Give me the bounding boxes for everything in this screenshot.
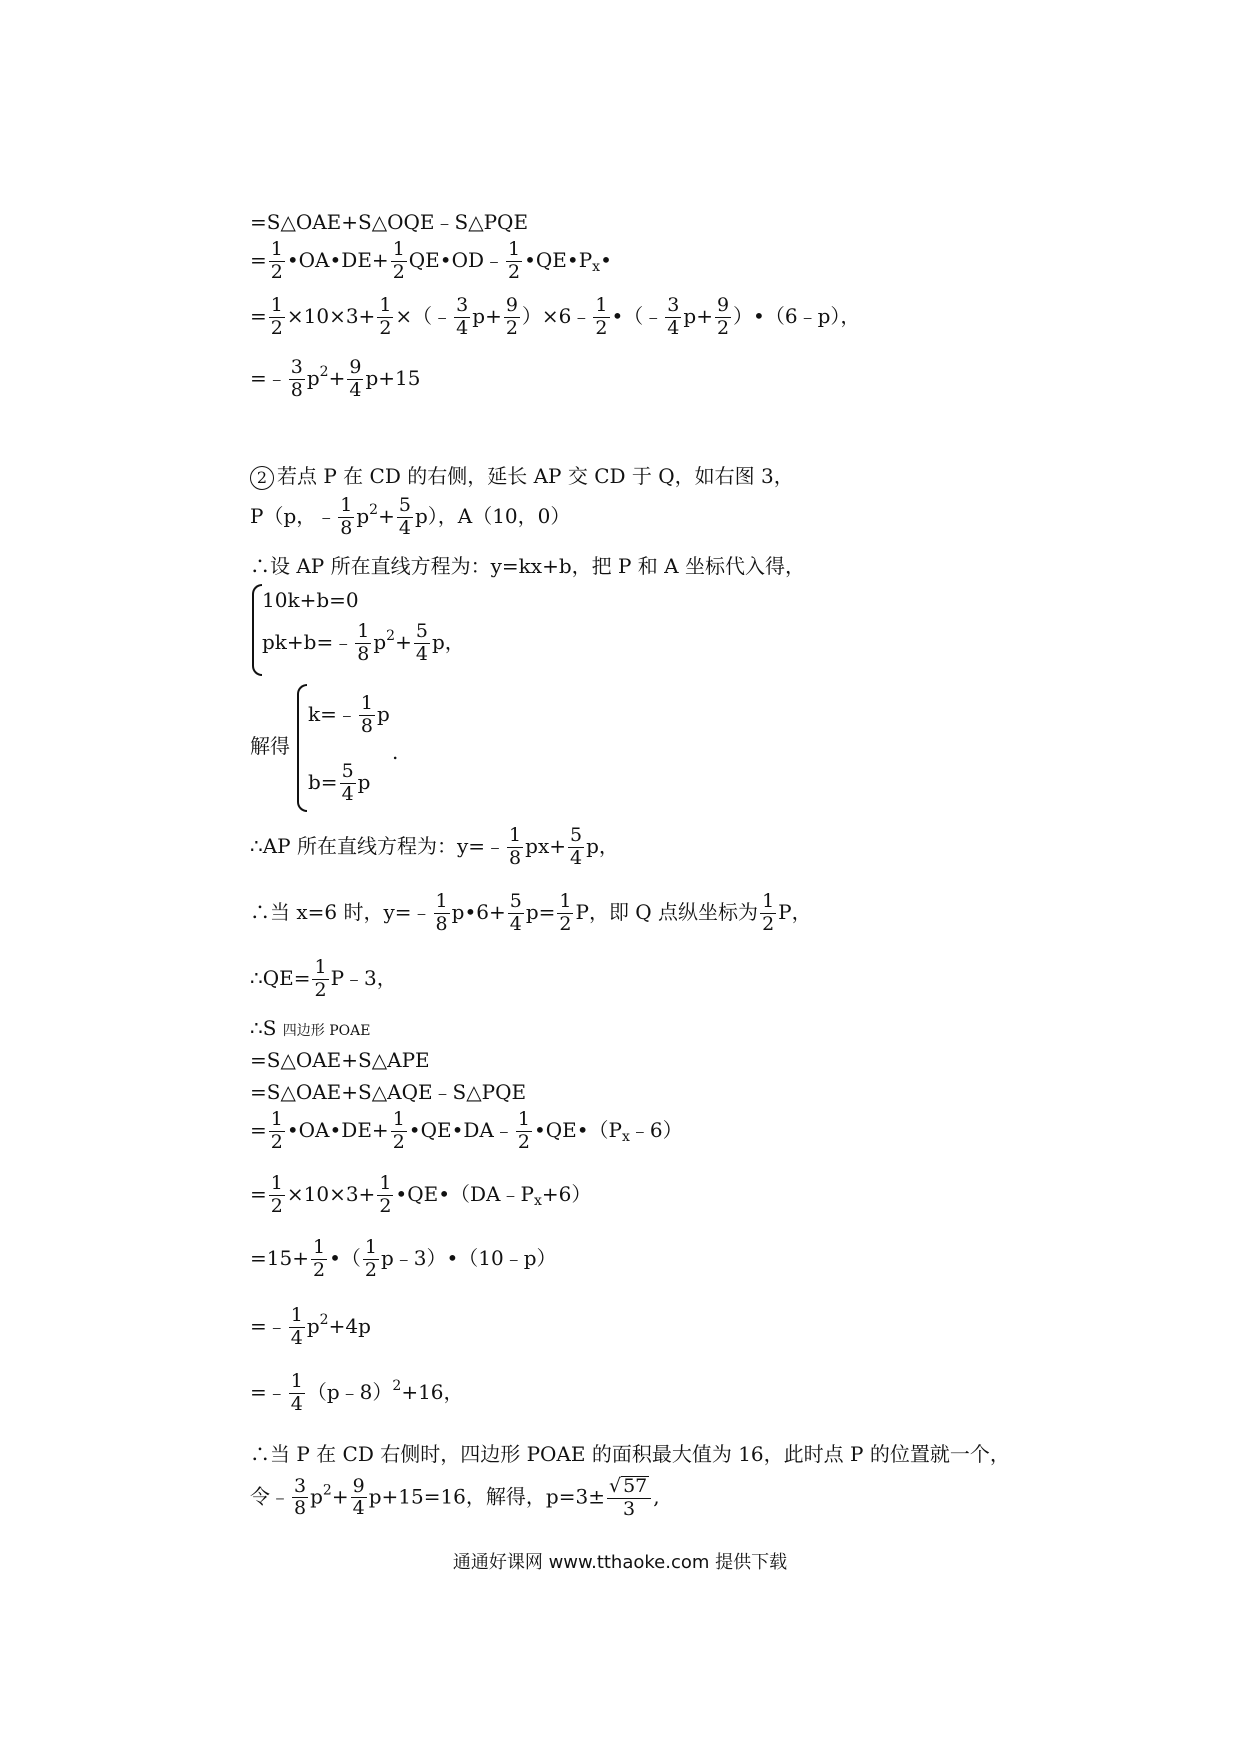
system-brace <box>252 584 262 676</box>
text: •QE•P <box>524 247 593 272</box>
text: QE•OD﹣ <box>408 247 505 272</box>
text: 若点 P 在 CD 的右侧，延长 AP 交 CD 于 Q，如右图 3， <box>277 464 794 488</box>
text: + <box>378 503 395 528</box>
text: =﹣ <box>250 1379 287 1404</box>
text: = <box>250 1117 267 1142</box>
text: （p﹣8） <box>306 1379 393 1404</box>
text: k=﹣ <box>308 701 357 726</box>
line-1: =S△OAE+S△OQE﹣S△PQE <box>250 210 529 234</box>
line-9 <box>262 622 465 665</box>
text: •（﹣ <box>611 303 664 328</box>
text: +16， <box>401 1379 464 1404</box>
fraction: $\frac{3}{8}$ <box>290 356 303 401</box>
fraction: $\frac{1}{4}$ <box>290 1304 303 1349</box>
line-7: ∴设 AP 所在直线方程为：y=kx+b，把 P 和 A 坐标代入得， <box>250 554 805 578</box>
text: ﹣6） <box>629 1117 683 1142</box>
fraction: $\frac{1}{2}$ <box>379 294 392 339</box>
text: ×10×3+ <box>286 303 376 328</box>
line-22: ∴当 P 在 CD 右侧时，四边形 POAE 的面积最大值为 16，此时点 P 的位置就一个， <box>250 1442 1010 1466</box>
text: P， <box>778 899 812 924</box>
text: •QE•DA﹣ <box>408 1117 514 1142</box>
fraction: $\frac{1}{2}$ <box>595 294 608 339</box>
fraction: $\frac{1}{2}$ <box>314 956 327 1001</box>
text: •QE•（P <box>533 1117 622 1142</box>
text: p <box>306 1313 320 1338</box>
text: ×10×3+ <box>286 1181 376 1206</box>
text: p <box>356 503 370 528</box>
line-11 <box>250 826 619 869</box>
line-8: 10k+b=0 <box>262 588 359 612</box>
text: = <box>250 1181 267 1206</box>
text: b= <box>308 769 338 794</box>
fraction: $\frac{1}{8}$ <box>357 620 370 665</box>
line-4 <box>250 358 420 401</box>
text: P（p，﹣ <box>250 503 337 528</box>
footer-credit: 通通好课网 www.tthaoke.com 提供下载 <box>452 1552 788 1573</box>
fraction: $\frac{1}{2}$ <box>270 294 283 339</box>
text: •QE•（DA﹣P <box>395 1181 534 1206</box>
fraction: $\frac{1}{2}$ <box>392 238 405 283</box>
fraction: $\frac{5}{4}$ <box>569 824 583 869</box>
fraction: $\frac{3}{8}$ <box>294 1474 307 1520</box>
text: ∴AP 所在直线方程为：y=﹣ <box>250 833 506 858</box>
text: 令﹣ <box>250 1484 290 1509</box>
text: p+ <box>472 303 502 328</box>
line-2 <box>250 240 612 283</box>
text: p， <box>586 833 619 858</box>
subscript: x <box>592 258 601 275</box>
fraction: $\frac{5}{4}$ <box>509 890 522 935</box>
fraction: $\frac{1}{8}$ <box>340 494 353 539</box>
fraction: $\frac{1}{2}$ <box>270 1172 283 1217</box>
text: = <box>250 247 267 272</box>
line-15: =S△OAE+S△APE <box>250 1048 430 1072</box>
text: p <box>373 629 387 654</box>
text: + <box>395 629 412 654</box>
text: p），A（10，0） <box>414 503 571 528</box>
text: +6） <box>541 1181 592 1206</box>
text: p+ <box>683 303 713 328</box>
fraction: $\frac{1}{2}$ <box>379 1172 392 1217</box>
text: p <box>357 769 371 794</box>
subscript: x <box>622 1128 630 1145</box>
line-19 <box>250 1238 557 1281</box>
text: p+15=16，解得，p=3± <box>368 1484 605 1509</box>
fraction: $\frac{1}{8}$ <box>360 692 373 737</box>
fraction: $\frac{1}{4}$ <box>290 1370 303 1415</box>
text: p <box>306 365 320 390</box>
fraction: $\frac{3}{4}$ <box>667 294 680 339</box>
superscript: 2 <box>392 1377 402 1394</box>
fraction: $\frac{9}{2}$ <box>505 294 518 339</box>
fraction: $\frac{5}{4}$ <box>415 620 428 665</box>
text: p= <box>525 899 556 924</box>
fraction: $\frac{1}{8}$ <box>509 824 522 869</box>
fraction: $\frac{1}{2}$ <box>762 890 775 935</box>
text: ）•（6﹣p）， <box>733 303 861 328</box>
superscript: 2 <box>369 501 379 518</box>
line-12 <box>250 892 812 935</box>
text: •（ <box>329 1245 361 1270</box>
line-17 <box>250 1110 683 1153</box>
fraction: $\frac{3}{4}$ <box>456 294 469 339</box>
line-3 <box>250 296 860 339</box>
line-23 <box>250 1476 660 1520</box>
text: , <box>653 1484 660 1509</box>
line-6 <box>250 496 570 539</box>
text: P，即 Q 点纵坐标为 <box>575 899 759 924</box>
fraction: $\frac{1}{2}$ <box>270 1108 283 1153</box>
fraction: $\frac{1}{2}$ <box>392 1108 405 1153</box>
fraction: $\frac{1}{2}$ <box>559 890 572 935</box>
fraction: $\frac{√ 57}{3}$ <box>607 1476 651 1520</box>
text: P﹣3， <box>330 965 397 990</box>
text: ×（﹣ <box>395 303 453 328</box>
text: p+15 <box>365 365 421 390</box>
superscript: 2 <box>322 1482 332 1499</box>
line-13 <box>250 958 397 1001</box>
line-21 <box>250 1372 464 1415</box>
text: p <box>310 1484 323 1509</box>
subscript: x <box>533 1192 542 1209</box>
text: px+ <box>525 833 566 858</box>
sqrt-radicand: 57 <box>623 1475 648 1497</box>
text: ）×6﹣ <box>521 303 592 328</box>
fraction: $\frac{9}{4}$ <box>352 1474 365 1520</box>
fraction: $\frac{9}{2}$ <box>716 294 730 339</box>
line-20 <box>250 1306 371 1349</box>
fraction: $\frac{5}{4}$ <box>398 494 411 539</box>
text: pk+b=﹣ <box>262 629 354 654</box>
text: + <box>331 1484 349 1509</box>
text: ∴S <box>250 1016 277 1040</box>
line-10-b <box>308 762 370 805</box>
fraction: $\frac{1}{2}$ <box>312 1236 326 1281</box>
fraction: $\frac{1}{2}$ <box>364 1236 377 1281</box>
fraction: $\frac{1}{2}$ <box>508 238 521 283</box>
text: +4p <box>328 1313 371 1338</box>
fraction: $\frac{9}{4}$ <box>349 356 362 401</box>
text: •OA•DE+ <box>286 247 389 272</box>
text: =﹣ <box>250 1313 287 1338</box>
text: + <box>328 365 346 390</box>
text: =﹣ <box>250 365 287 390</box>
text: • <box>600 247 612 272</box>
line-10-k <box>308 694 390 737</box>
fraction: $\frac{5}{4}$ <box>341 760 354 805</box>
text: p <box>376 701 390 726</box>
text: =15+ <box>250 1245 309 1270</box>
text: ， <box>444 629 465 654</box>
circled-number-2: 2 <box>250 466 274 490</box>
text: •OA•DE+ <box>286 1117 389 1142</box>
superscript: 2 <box>319 1311 329 1328</box>
text: p•6+ <box>451 899 506 924</box>
line-5 <box>250 466 794 490</box>
subscript-label: 四边形 POAE <box>282 1023 371 1039</box>
text: p﹣3）•（10﹣p） <box>380 1245 557 1270</box>
line-18 <box>250 1174 591 1217</box>
line-16: =S△OAE+S△AQE﹣S△PQE <box>250 1080 527 1104</box>
text: p <box>431 629 445 654</box>
superscript: 2 <box>319 363 329 380</box>
solution-brace <box>297 684 307 812</box>
text: = <box>250 303 267 328</box>
fraction: $\frac{1}{8}$ <box>435 890 448 935</box>
line-10-period: . <box>392 740 399 764</box>
text: ∴QE= <box>250 965 311 990</box>
line-14 <box>250 1018 370 1038</box>
fraction: $\frac{1}{2}$ <box>517 1108 530 1153</box>
superscript: 2 <box>386 627 396 644</box>
text: ∴当 x=6 时，y=﹣ <box>250 899 432 924</box>
fraction: $\frac{1}{2}$ <box>270 238 283 283</box>
line-10-label: 解得 <box>250 734 290 758</box>
